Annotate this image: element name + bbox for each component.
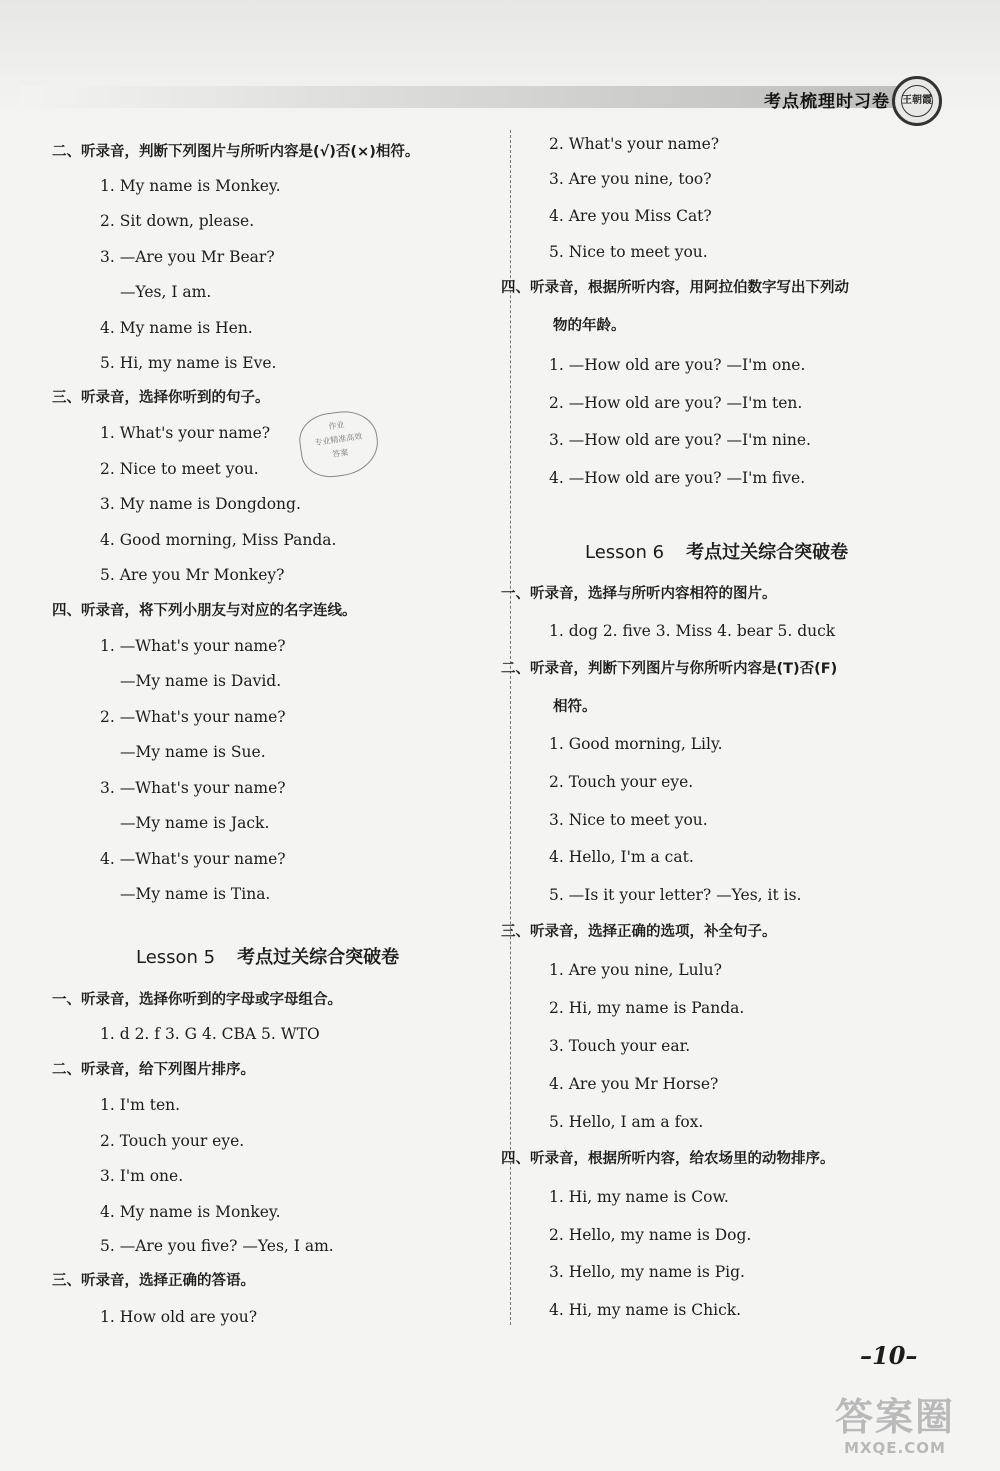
exercise-item: 4. Are you Mr Horse? [549,1075,719,1093]
lesson-number: Lesson 5 [136,947,216,968]
exercise-item: 3. My name is Dongdong. [100,495,301,513]
publisher-logo-icon [892,76,942,126]
exercise-item: 4. Good morning, Miss Panda. [100,531,337,549]
section-heading: 一、听录音，选择你听到的字母或字母组合。 [52,992,342,1008]
exercise-item: 5. —Is it your letter? —Yes, it is. [549,886,802,904]
section-heading: 四、听录音，根据所听内容，给农场里的动物排序。 [501,1151,835,1167]
exercise-item: 4. —What's your name? [100,850,286,868]
lesson-title [136,945,399,971]
exercise-item: 1. How old are you? [100,1308,258,1326]
exercise-item: 4. My name is Monkey. [100,1203,281,1221]
exercise-item: —My name is Sue. [120,743,266,761]
exercise-item: 5. Hello, I am a fox. [549,1113,704,1131]
section-heading: 三、听录音，选择正确的选项，补全句子。 [501,924,777,940]
exercise-item: 3. I'm one. [100,1167,184,1185]
exercise-item: 2. Hi, my name is Panda. [549,999,745,1017]
exercise-item: —My name is Tina. [120,885,271,903]
lesson-subtitle: 考点过关综合突破卷 [237,947,400,968]
header-title: 考点梳理时习卷 [764,92,890,112]
exercise-item: 2. Touch your eye. [549,773,694,791]
exercise-item: 3. Are you nine, too? [549,170,712,188]
exercise-item: 4. —How old are you? —I'm five. [549,469,806,487]
section-heading: 四、听录音，将下列小朋友与对应的名字连线。 [52,603,357,619]
lesson-number: Lesson 6 [585,542,665,563]
exercise-item: 1. Are you nine, Lulu? [549,961,722,979]
exercise-item: 3. Hello, my name is Pig. [549,1263,745,1281]
exercise-item: 5. —Are you five? —Yes, I am. [100,1237,334,1255]
exercise-item: 4. Are you Miss Cat? [549,207,712,225]
exercise-item: 4. Hi, my name is Chick. [549,1301,742,1319]
exercise-item: 3. Nice to meet you. [549,811,708,829]
section-heading: 二、听录音，给下列图片排序。 [52,1062,255,1078]
section-heading: 四、听录音，根据所听内容，用阿拉伯数字写出下列动 [501,280,849,296]
watermark-logo: 答案圈 [834,1395,955,1439]
section-heading: 一、听录音，选择与所听内容相符的图片。 [501,586,777,602]
exercise-item: 1. d 2. f 3. G 4. CBA 5. WTO [100,1025,320,1043]
exercise-item: 1. —How old are you? —I'm one. [549,356,806,374]
exercise-item: 2. Touch your eye. [100,1132,245,1150]
watermark-url: MXQE.COM [844,1439,946,1457]
exercise-item: —My name is David. [120,672,282,690]
exercise-item: 5. Are you Mr Monkey? [100,566,285,584]
exercise-item: 5. Hi, my name is Eve. [100,354,277,372]
exercise-item: 1. My name is Monkey. [100,177,281,195]
exercise-item: 1. Hi, my name is Cow. [549,1188,729,1206]
exercise-item: 2. Sit down, please. [100,212,255,230]
exercise-item: 3. Touch your ear. [549,1037,691,1055]
exercise-item: —My name is Jack. [120,814,270,832]
exercise-item: 5. Nice to meet you. [549,243,708,261]
exercise-item: 1. —What's your name? [100,637,286,655]
exercise-item: 4. Hello, I'm a cat. [549,848,694,866]
exercise-item: 2. What's your name? [549,135,720,153]
page-number: –10– [860,1341,918,1370]
section-heading: 物的年龄。 [553,318,626,334]
exercise-item: 1. Good morning, Lily. [549,735,723,753]
exercise-item: 1. I'm ten. [100,1096,181,1114]
lesson-title [585,540,848,566]
logo-text: 王朝霞 [901,85,933,117]
section-heading: 三、听录音，选择正确的答语。 [52,1273,255,1289]
column-divider [510,130,511,1325]
exercise-item: —Yes, I am. [120,283,212,301]
lesson-subtitle: 考点过关综合突破卷 [686,542,849,563]
section-heading: 二、听录音，判断下列图片与你所听内容是(T)否(F) [501,661,838,677]
exercise-item: 4. My name is Hen. [100,319,253,337]
section-heading: 二、听录音，判断下列图片与所听内容是(√)否(×)相符。 [52,144,420,160]
section-heading: 三、听录音，选择你听到的句子。 [52,390,270,406]
exercise-item: 2. Hello, my name is Dog. [549,1226,752,1244]
stamp-seal: 作业 专业精准高效 答案 [296,407,382,481]
exercise-item: 3. —How old are you? —I'm nine. [549,431,811,449]
exercise-item: 2. —How old are you? —I'm ten. [549,394,803,412]
exercise-item: 3. —What's your name? [100,779,286,797]
watermark [815,1395,975,1467]
exercise-item: 2. Nice to meet you. [100,460,259,478]
exercise-item: 2. —What's your name? [100,708,286,726]
exercise-item: 3. —Are you Mr Bear? [100,248,275,266]
section-heading: 相符。 [553,699,597,715]
exercise-item: 1. dog 2. five 3. Miss 4. bear 5. duck [549,622,836,640]
exercise-item: 1. What's your name? [100,424,271,442]
